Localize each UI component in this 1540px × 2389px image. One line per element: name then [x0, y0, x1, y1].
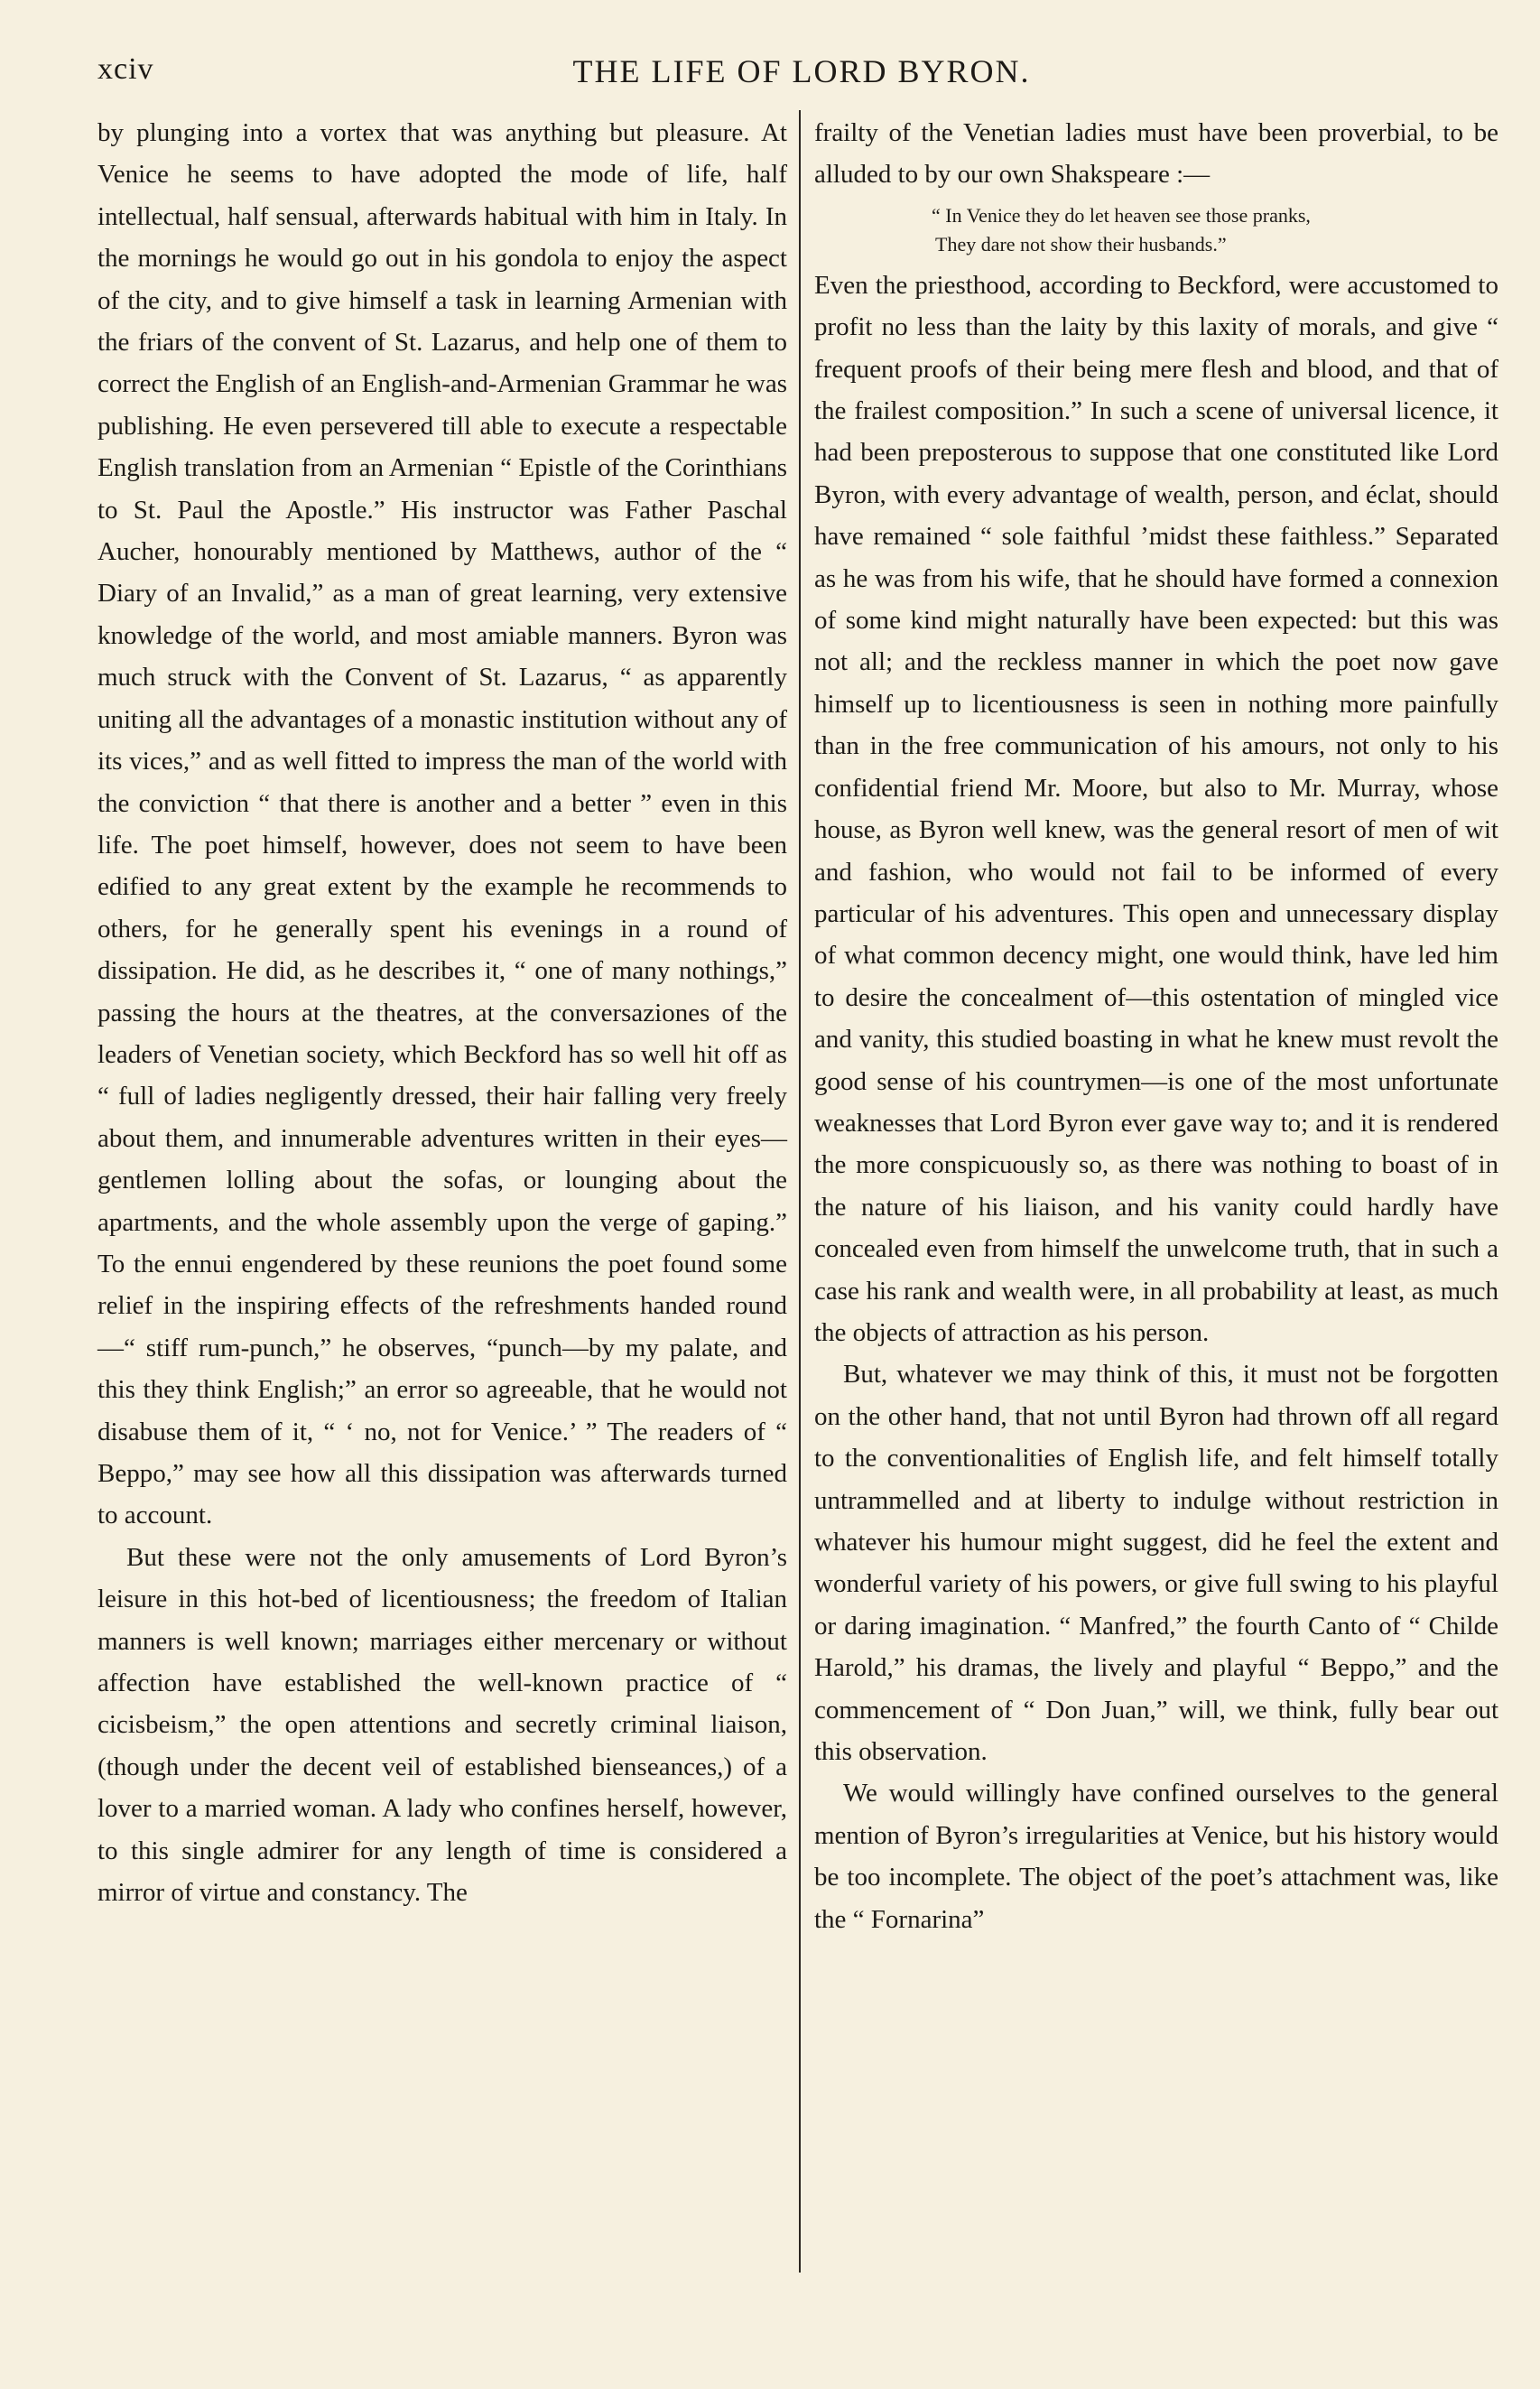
paragraph: We would willingly have confined ourselves to the general mention of Byron’s irregularities at Venice, but his history would be too incomplete. The object of the poet’s attachment was, like the “ Fornarina”	[814, 1779, 1498, 1934]
paragraph: But these were not the only amusements of Lord Byron’s leisure in this hot-bed of licentiousness; the freedom of Italian manners is well known; marriages either mercenary or without affection have established the well-known practice of “ cicisbeism,” the open attentions and secretly criminal liaison, (though under the decent veil of established bienseances,) of a lover to a married woman. A lady who confines herself, however, to this single admirer for any length of time is considered a mirror of virtue and constancy. The	[97, 1542, 787, 1908]
paragraph: by plunging into a vortex that was anything but pleasure. At Venice he seems to have adopted the mode of life, half intellectual, half sensual, afterwards habitual with him in Italy. In the mornings he would go out in his gondola to enjoy the aspect of the city, and to give himself a task in learning Armenian with the friars of the convent of St. Lazarus, and help one of them to correct the English of an English-and-Armenian Grammar he was publishing. He even persevered till able to execute a respectable English translation from an Armenian “ Epistle of the Corinthians to St. Paul the Apostle.” His instructor was Father Paschal Aucher, honourably mentioned by Matthews, author of the “ Diary of an Invalid,” as a man of great learning, very extensive knowledge of the world, and most amiable manners. Byron was much struck with the Convent of St. Lazarus, “ as apparently uniting all the advantages of a monastic institution without any of its vices,” and as well fitted to impress the man of the world with the conviction “ that there is another and a better ” even in this life. The poet himself, however, does not seem to have been edified to any great extent by the example he recommends to others, for he generally spent his evenings in a round of dissipation. He did, as he describes it, “ one of many nothings,” passing the hours at the theatres, at the conversaziones of the leaders of Venetian society, which Beckford has so well hit off as “ full of ladies negligently dressed, their hair falling very freely about them, and innumerable adventures written in their eyes—gentlemen lolling about the sofas, or lounging about the apartments, and the whole assembly upon the verge of gaping.” To the ennui engendered by these reunions the poet found some relief in the inspiring effects of the refreshments handed round—“ stiff rum-punch,” he observes, “punch—by my palate, and this they think English;” an error so agreeable, that he would not disabuse them of it, “ ‘ no, not for Venice.’ ” The readers of “ Beppo,” may see how all this dissipation was afterwards turned to account.	[97, 118, 787, 1530]
paragraph: But, whatever we may think of this, it must not be forgotten on the other hand, that not until Byron had thrown off all regard to the conventionalities of English life, and felt himself totally untrammelled and at liberty to indulge without restriction in whatever his humour might suggest, did he feel the extent and wonderful variety of his powers, or give full swing to his playful or daring imagination. “ Manfred,” the fourth Canto of “ Childe Harold,” his dramas, the lively and playful “ Beppo,” and the commencement of “ Don Juan,” will, we think, fully bear out this observation.	[814, 1360, 1498, 1767]
page-number: xciv	[97, 52, 154, 86]
running-head: THE LIFE OF LORD BYRON.	[572, 53, 1031, 89]
paragraph: frailty of the Venetian ladies must have been proverbial, to be alluded to by our own Shakspeare :—	[814, 118, 1498, 190]
block-quote	[814, 201, 1498, 259]
quote-line: They dare not show their husbands.”	[935, 232, 1227, 256]
column-rule	[799, 110, 801, 2273]
page-header	[97, 52, 1506, 92]
left-column	[97, 112, 787, 1913]
quote-line: “ In Venice they do let heaven see those pranks,	[932, 203, 1311, 227]
paragraph: Even the priesthood, according to Beckford, were accustomed to profit no less than the laity by this laxity of morals, and give “ frequent proofs of their being mere flesh and blood, and that of the frailest composition.” In such a scene of universal licence, it had been preposterous to suppose that one constituted like Lord Byron, with every advantage of wealth, person, and éclat, should have remained “ sole faithful ’midst these faithless.” Separated as he was from his wife, that he should have formed a connexion of some kind might naturally have been expected: but this was not all; and the reckless manner in which the poet now gave himself up to licentiousness is seen in nothing more painfully than in the free communication of his amours, not only to his confidential friend Mr. Moore, but also to Mr. Murray, whose house, as Byron well knew, was the general resort of men of wit and fashion, who would not fail to be informed of every particular of his adventures. This open and unnecessary display of what common decency might, one would think, have led him to desire the concealment of—this ostentation of mingled vice and vanity, this studied boasting in what he knew must revolt the good sense of his countrymen—is one of the most unfortunate weaknesses that Lord Byron ever gave way to; and it is rendered the more conspicuously so, as there was nothing to boast of in the nature of his liaison, and his vanity could hardly have concealed even from himself the unwelcome truth, that in such a case his rank and wealth were, in all probability at least, as much the objects of attraction as his person.	[814, 270, 1498, 1347]
right-column	[814, 112, 1498, 1940]
